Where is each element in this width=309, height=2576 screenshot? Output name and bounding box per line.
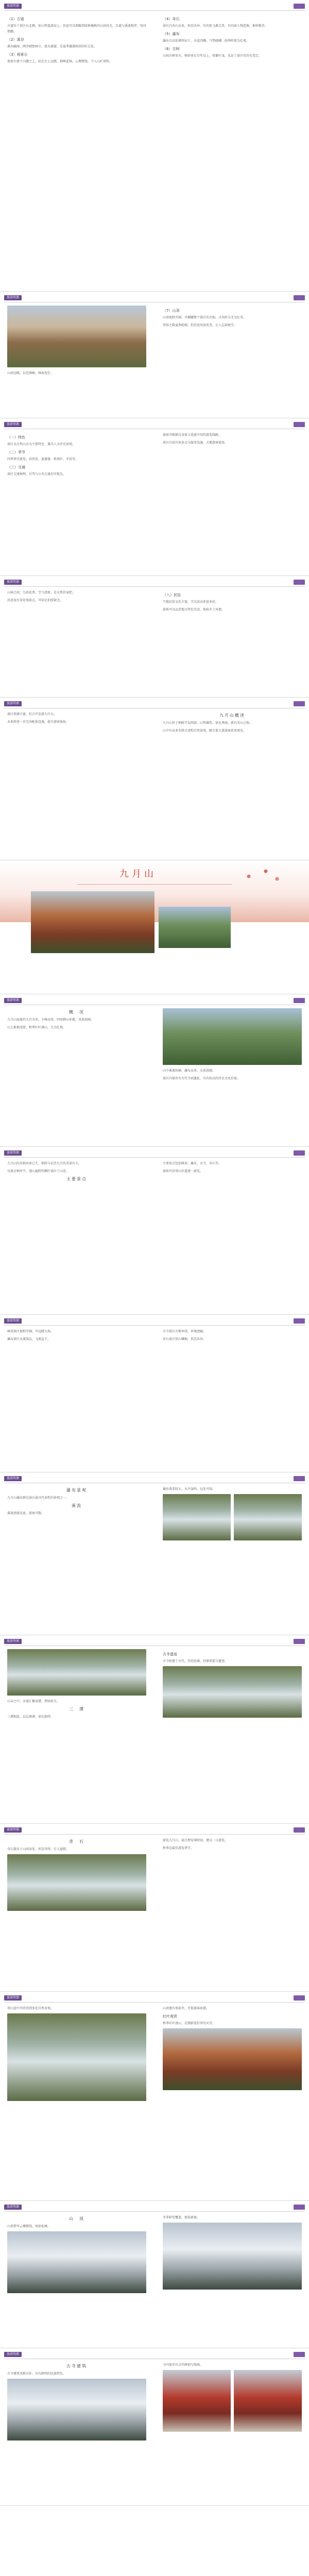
paragraph: 景区交通便利，自驾与公共交通均可抵达。	[7, 472, 66, 476]
paragraph: 山顶建有观景亭，可供游客休憩。	[163, 2007, 210, 2010]
left-column	[7, 14, 146, 66]
section-title: 概 况	[69, 1010, 84, 1014]
waterfall-photo	[7, 2013, 146, 2101]
paragraph: 九月山位于朝鲜半岛西部，山势雄伟，景色秀丽，素有名山之称。	[163, 721, 253, 725]
slide-11	[0, 1827, 309, 1992]
autumn-mountain-photo	[31, 891, 154, 953]
section-heading: （2）溪谷	[7, 38, 24, 42]
winter-forest-photo	[163, 2223, 302, 2290]
mountain-photo	[7, 306, 146, 367]
slide-13	[0, 2204, 309, 2348]
header-tag-right	[294, 580, 305, 585]
slide-9	[0, 1476, 309, 1635]
left-column	[7, 2006, 146, 2101]
section-heading: 红叶观赏	[163, 2014, 177, 2019]
section-heading: （二）季节	[7, 450, 25, 454]
header-tag: 旅游资源	[4, 4, 22, 9]
rock-photo	[7, 1854, 146, 1911]
section-heading: （5）瀑布	[163, 32, 180, 36]
section-heading: 古寺遗迹	[163, 1652, 177, 1656]
header-tag-right	[294, 701, 305, 706]
left-column	[7, 1329, 146, 1344]
header-tag: 旅游资源	[4, 1318, 22, 1324]
right-column	[163, 306, 302, 378]
section-title: 三 潭	[69, 1707, 84, 1711]
slide-header	[4, 2204, 305, 2212]
paragraph: 山间古树参天，树龄多在百年以上，枝繁叶茂，见证了景区的历史变迁。	[163, 54, 262, 58]
header-tag: 旅游资源	[4, 580, 22, 585]
paragraph: 三潭相连，层层叠叠，景色独特。	[7, 1715, 54, 1719]
section-title: 九月山概述	[219, 713, 245, 718]
slide-header	[4, 997, 305, 1005]
section-heading: （八）民俗	[163, 593, 181, 597]
title-banner	[0, 860, 309, 994]
section-title: 溪流	[72, 1503, 82, 1508]
section-heading: （6）古树	[163, 47, 180, 51]
header-tag: 旅游资源	[4, 1150, 22, 1156]
paragraph: 未来将进一步完善配套设施，提升游客体验。	[7, 720, 70, 724]
left-column	[7, 1008, 146, 1083]
slide-header	[4, 1638, 305, 1646]
right-column	[163, 1008, 302, 1083]
paragraph: 景区以自然山水为主要特色，兼具人文历史景观。	[7, 443, 76, 446]
header-tag: 旅游资源	[4, 998, 22, 1003]
paragraph: 山中有众多名胜古迹和自然景观，吸引着大量游客前来观光。	[163, 729, 247, 733]
slide-14	[0, 2351, 309, 2506]
paragraph: 九月山海拔约九百余米，主峰高耸，四周群山环抱，风景如画。	[7, 1018, 94, 1022]
section-heading: （4）奇石	[163, 17, 180, 21]
header-tag: 旅游资源	[4, 422, 22, 427]
paragraph: 瀑布自高处倾泻而下，水花四溅，气势磅礴，雨季时更为壮观。	[163, 39, 250, 43]
right-column	[163, 1329, 302, 1344]
slide-header	[4, 1318, 305, 1326]
slide-10	[0, 1638, 309, 1824]
temple-hall-photo	[234, 2370, 302, 2432]
right-column	[163, 590, 302, 615]
paragraph: 景区内奇石众多，形态各异，有的似飞禽走兽，有的如人物造像，惟妙惟肖。	[163, 24, 268, 28]
slide-2	[0, 295, 309, 418]
paragraph: 山谷之中，水流汇聚成潭，碧绿如玉。	[7, 1700, 60, 1703]
temple-gate-photo	[163, 2370, 231, 2432]
header-tag-right	[294, 1150, 305, 1156]
slide-header	[4, 1995, 305, 2003]
slide-5	[0, 701, 309, 860]
slide-header	[4, 1150, 305, 1158]
left-column	[7, 306, 146, 378]
paragraph: 山中溪流纵横，瀑布众多，水质清澈。	[163, 1069, 216, 1073]
paragraph: 奇石景区怪石嶙峋，形态各异。	[163, 1337, 207, 1341]
paragraph: 登山途中可欣赏到多处自然奇观。	[7, 2007, 54, 2010]
paragraph: 冬季积雪覆盖，银装素裹。	[163, 2216, 200, 2219]
slide-12	[0, 1995, 309, 2201]
paragraph: 景区内保存有古代寺庙遗址，具有较高的历史文化价值。	[163, 1077, 241, 1080]
section-title: 古寺建筑	[66, 2364, 87, 2368]
section-heading: （7）山顶	[163, 309, 180, 313]
section-title: 主要景点	[66, 1177, 87, 1181]
paragraph: 瀑布落差较大，水声轰鸣，远处可闻。	[163, 1487, 216, 1491]
header-tag-right	[294, 2352, 305, 2357]
slide-1	[0, 3, 309, 292]
paragraph: 溪流清澈见底，游鱼可数。	[7, 1512, 45, 1515]
right-column	[163, 2006, 302, 2101]
paragraph: 山林之间，鸟语花香，空气清新，是天然的氧吧。	[7, 591, 76, 595]
right-column	[163, 1161, 302, 1184]
header-tag: 旅游资源	[4, 1827, 22, 1833]
header-tag-right	[294, 998, 305, 1003]
right-column	[163, 1649, 302, 1722]
pool-photo	[7, 1649, 146, 1696]
paragraph: 秋季是最佳游览季节。	[163, 1846, 194, 1850]
paragraph: 古寺建筑风格古朴，具有鲜明的民族特色。	[7, 2372, 66, 2376]
slide-header	[4, 701, 305, 708]
paragraph: 古寺始建于古代，历经沧桑，仍保留部分遗迹。	[163, 1659, 228, 1663]
left-column	[7, 432, 146, 479]
slide-header	[4, 295, 305, 302]
header-tag: 旅游资源	[4, 295, 22, 300]
paragraph: 四季皆宜游览，春赏花、夏避暑、秋观叶、冬看雪。	[7, 457, 79, 461]
header-tag: 旅游资源	[4, 1476, 22, 1481]
slide-header	[4, 421, 305, 429]
slide-6	[0, 997, 309, 1147]
temple-snow-photo	[7, 2379, 146, 2441]
paragraph: 景区资源丰富，综合开发潜力巨大。	[7, 713, 57, 716]
paragraph: 秋季红叶漫山，是摄影爱好者的天堂。	[163, 2022, 216, 2025]
waterfall-photo	[163, 1494, 231, 1540]
stream-photo	[234, 1494, 302, 1540]
left-column	[7, 1161, 146, 1184]
slide-header	[4, 579, 305, 587]
paragraph: 九月山瀑布群是景区最具代表性的景观之一。	[7, 1496, 70, 1500]
paragraph: 沿途设有多处观景点，可驻足拍照留念。	[7, 599, 63, 602]
header-tag-right	[294, 4, 305, 9]
left-column	[7, 590, 146, 615]
header-tag: 旅游资源	[4, 1995, 22, 2001]
header-tag-right	[294, 295, 305, 300]
paragraph: 游客可沿登山步道逐一游览。	[163, 1170, 203, 1173]
paragraph: 景区内设有休息点与服务设施，方便游客使用。	[163, 441, 228, 445]
paragraph: 古道位于景区东北侧，依山势盘旋而上，沿途可以领略到绿树掩映的山间风光，步道与溪流相伴，别具情趣。	[7, 24, 147, 33]
slide-header	[4, 2351, 305, 2359]
paragraph: 峰顶景区视野开阔，可远眺大海。	[7, 1330, 54, 1333]
valley-photo	[163, 1666, 302, 1718]
slide-header	[4, 1476, 305, 1483]
left-column	[7, 1649, 146, 1722]
right-column	[163, 1838, 302, 1911]
right-column	[163, 2362, 302, 2441]
header-tag-right	[294, 1639, 305, 1644]
snowy-peak-photo	[7, 2231, 146, 2293]
left-column	[7, 711, 146, 736]
slide-3	[0, 421, 309, 576]
right-column	[163, 14, 302, 66]
paragraph: 九月山的名称由来已久，相传与农历九月的美景有关。	[7, 1162, 82, 1165]
header-tag: 旅游资源	[4, 2352, 22, 2357]
right-column	[163, 2215, 302, 2293]
section-heading: （1）古道	[7, 17, 24, 21]
section-heading: （3）观景台	[7, 53, 28, 57]
photo-caption: 山间远眺，层峦叠嶂，林海苍茫。	[7, 371, 54, 375]
slide-header	[4, 3, 305, 11]
paragraph: 山顶常年云雾缭绕，宛如仙境。	[7, 2225, 51, 2228]
slide-header	[4, 1827, 305, 1835]
section-heading: （三）交通	[7, 465, 25, 469]
left-column	[7, 1838, 146, 1911]
header-tag-right	[294, 2205, 305, 2210]
green-mountain-photo	[159, 907, 231, 948]
paragraph: 古寺景区古树环绕，环境清幽。	[163, 1330, 207, 1333]
header-tag: 旅游资源	[4, 1639, 22, 1644]
header-tag: 旅游资源	[4, 2205, 22, 2210]
right-column	[163, 1486, 302, 1540]
paragraph: 游客可根据自身体力选择不同的游览线路。	[163, 433, 222, 437]
paragraph: 当地民俗文化丰富，节庆活动多姿多彩。	[163, 600, 219, 604]
section-heading: （一）特色	[7, 435, 25, 439]
section-title: 奇 石	[69, 1839, 84, 1844]
header-tag: 旅游资源	[4, 701, 22, 706]
header-tag-right	[294, 1995, 305, 2001]
paragraph: 主要景点包括峰顶、瀑布、古寺、奇石等。	[163, 1162, 222, 1165]
red-leaf-photo	[163, 2028, 302, 2090]
banner-divider	[77, 884, 232, 885]
paragraph: 山顶视野开阔，可俯瞰整个景区的全貌，日出时分尤为壮美。	[163, 316, 247, 319]
right-column	[163, 432, 302, 479]
paragraph: 山上植被茂密，秋季红叶满山，尤为壮观。	[7, 1026, 66, 1029]
header-tag-right	[294, 422, 305, 427]
left-column	[7, 1486, 146, 1540]
slide-4	[0, 579, 309, 698]
paragraph: 游览九月山，需合理安排时间，建议一日游览。	[163, 1839, 228, 1842]
left-column	[7, 2362, 146, 2441]
header-tag-right	[294, 1476, 305, 1481]
header-tag-right	[294, 1827, 305, 1833]
paragraph: 观景台建于山腰之上，站在台上远眺，群峰连绵，云雾缭绕，令人心旷神怡。	[7, 60, 113, 63]
slide-8	[0, 1318, 309, 1472]
paragraph: 游客可以品尝地方特色美食，体验乡土风情。	[163, 608, 225, 612]
paragraph: 奇石散布于山间各处，形态奇特，引人遐想。	[7, 1848, 70, 1851]
banner-title: 九月山	[119, 869, 157, 879]
left-column	[7, 2215, 146, 2293]
mountain-photo	[163, 1008, 302, 1065]
right-column	[163, 711, 302, 736]
section-title: 山 顶	[69, 2216, 84, 2221]
paragraph: 溪谷幽深，两岸峭壁林立，流水潺潺，是夏季避暑纳凉的好去处。	[7, 45, 97, 48]
slide-7	[0, 1150, 309, 1315]
section-title: 瀑布景观	[66, 1488, 87, 1493]
paragraph: 瀑布景区水流湍急，飞流直下。	[7, 1337, 51, 1341]
paragraph: 寺内保存有古代碑刻与壁画。	[163, 2363, 203, 2367]
header-tag-right	[294, 1318, 305, 1324]
paragraph: 每逢金秋时节，漫山遍野的枫叶染红了山峦。	[7, 1170, 70, 1173]
paragraph: 登顶之路虽然陡峭，但沿途风景优美，让人忘却疲劳。	[163, 324, 237, 327]
maple-leaf-decoration	[232, 863, 288, 889]
